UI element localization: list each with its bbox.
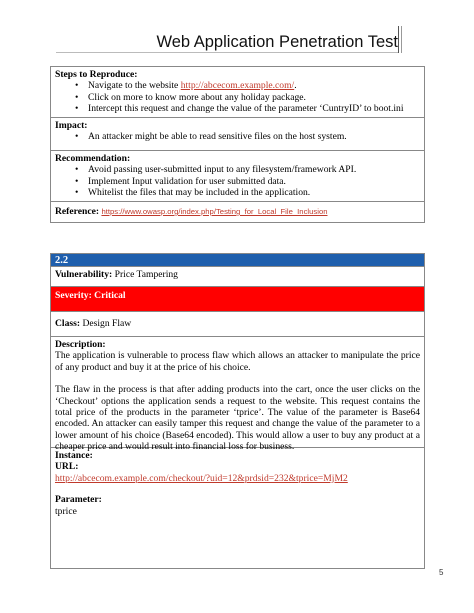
list-item: • Click on more to know more about any holiday package. — [88, 92, 420, 103]
description-paragraph-2: The flaw in the process is that after adding products into the cart, once the user clicks on the ‘Checkout’ options the application sends a request to the website. This request contains the total price of the products in the parameter ‘tprice’. The value of the parameter is Base64 encoded. An attacker can easily tamper this request and change the value of the parameter to a lower amount of his choice (Base64 encoded). This would allow a user to buy any product at a cheaper price and would result into financial loss for business. — [55, 384, 420, 453]
vulnerability-value: Price Tampering — [114, 269, 178, 280]
reference-link[interactable]: https://www.owasp.org/index.php/Testing_for_Local_File_Inclusion — [101, 207, 328, 216]
steps-section — [51, 67, 424, 118]
list-item: • Intercept this request and change the value of the parameter ‘CuntryID’ to boot.ini — [88, 103, 420, 114]
instance-section — [51, 448, 424, 568]
website-link[interactable]: http://abcecom.example.com/ — [180, 80, 295, 92]
parameter-label: Parameter: — [55, 494, 102, 506]
reference-label: Reference: — [55, 206, 100, 217]
finding-number: 2.2 — [51, 254, 424, 267]
reference-section — [51, 202, 424, 222]
list-item: • An attacker might be able to read sensitive files on the host system. — [88, 131, 420, 142]
description-heading: Description: — [55, 339, 106, 350]
steps-list — [55, 80, 420, 114]
list-item: • Avoid passing user-submitted input to any filesystem/framework API. — [88, 164, 420, 175]
steps-heading: Steps to Reproduce: — [55, 69, 138, 80]
recommendation-list — [55, 164, 420, 198]
finding-table-2-2 — [50, 253, 425, 569]
document-title: Web Application Penetration Test — [156, 33, 398, 51]
recommendation-section — [51, 151, 424, 202]
step-text-end: . — [294, 80, 297, 92]
impact-section — [51, 118, 424, 151]
parameter-value: tprice — [55, 505, 77, 517]
vulnerability-label: Vulnerability: — [55, 269, 113, 280]
list-item — [88, 80, 420, 91]
instance-url-link[interactable]: http://abcecom.example.com/checkout/?uid=12&prdsid=232&tprice=MjM2 — [55, 472, 348, 484]
class-row — [51, 312, 424, 337]
list-item: • Whitelist the files that may be included in the application. — [88, 187, 420, 198]
step-text: Navigate to the website — [88, 80, 181, 92]
page-number: 5 — [439, 568, 444, 577]
instance-heading: Instance: — [55, 450, 93, 461]
finding-table-previous — [50, 66, 425, 223]
url-label: URL: — [55, 461, 79, 473]
class-label: Class: — [55, 318, 81, 329]
list-item: • Implement Input validation for user submitted data. — [88, 176, 420, 187]
impact-list — [55, 131, 420, 142]
header-rule-secondary — [401, 26, 402, 53]
severity-badge: Severity: Critical — [51, 287, 424, 312]
header-rule — [398, 26, 399, 53]
impact-heading: Impact: — [55, 120, 88, 131]
description-section — [51, 337, 424, 453]
description-paragraph-1: The application is vulnerable to process flaw which allows an attacker to manipulate the price of any product and buy it at the price of his choice. — [55, 350, 420, 373]
class-value: Design Flaw — [82, 318, 132, 329]
recommendation-heading: Recommendation: — [55, 153, 131, 164]
vulnerability-row — [51, 267, 424, 287]
header-underline — [56, 52, 398, 53]
